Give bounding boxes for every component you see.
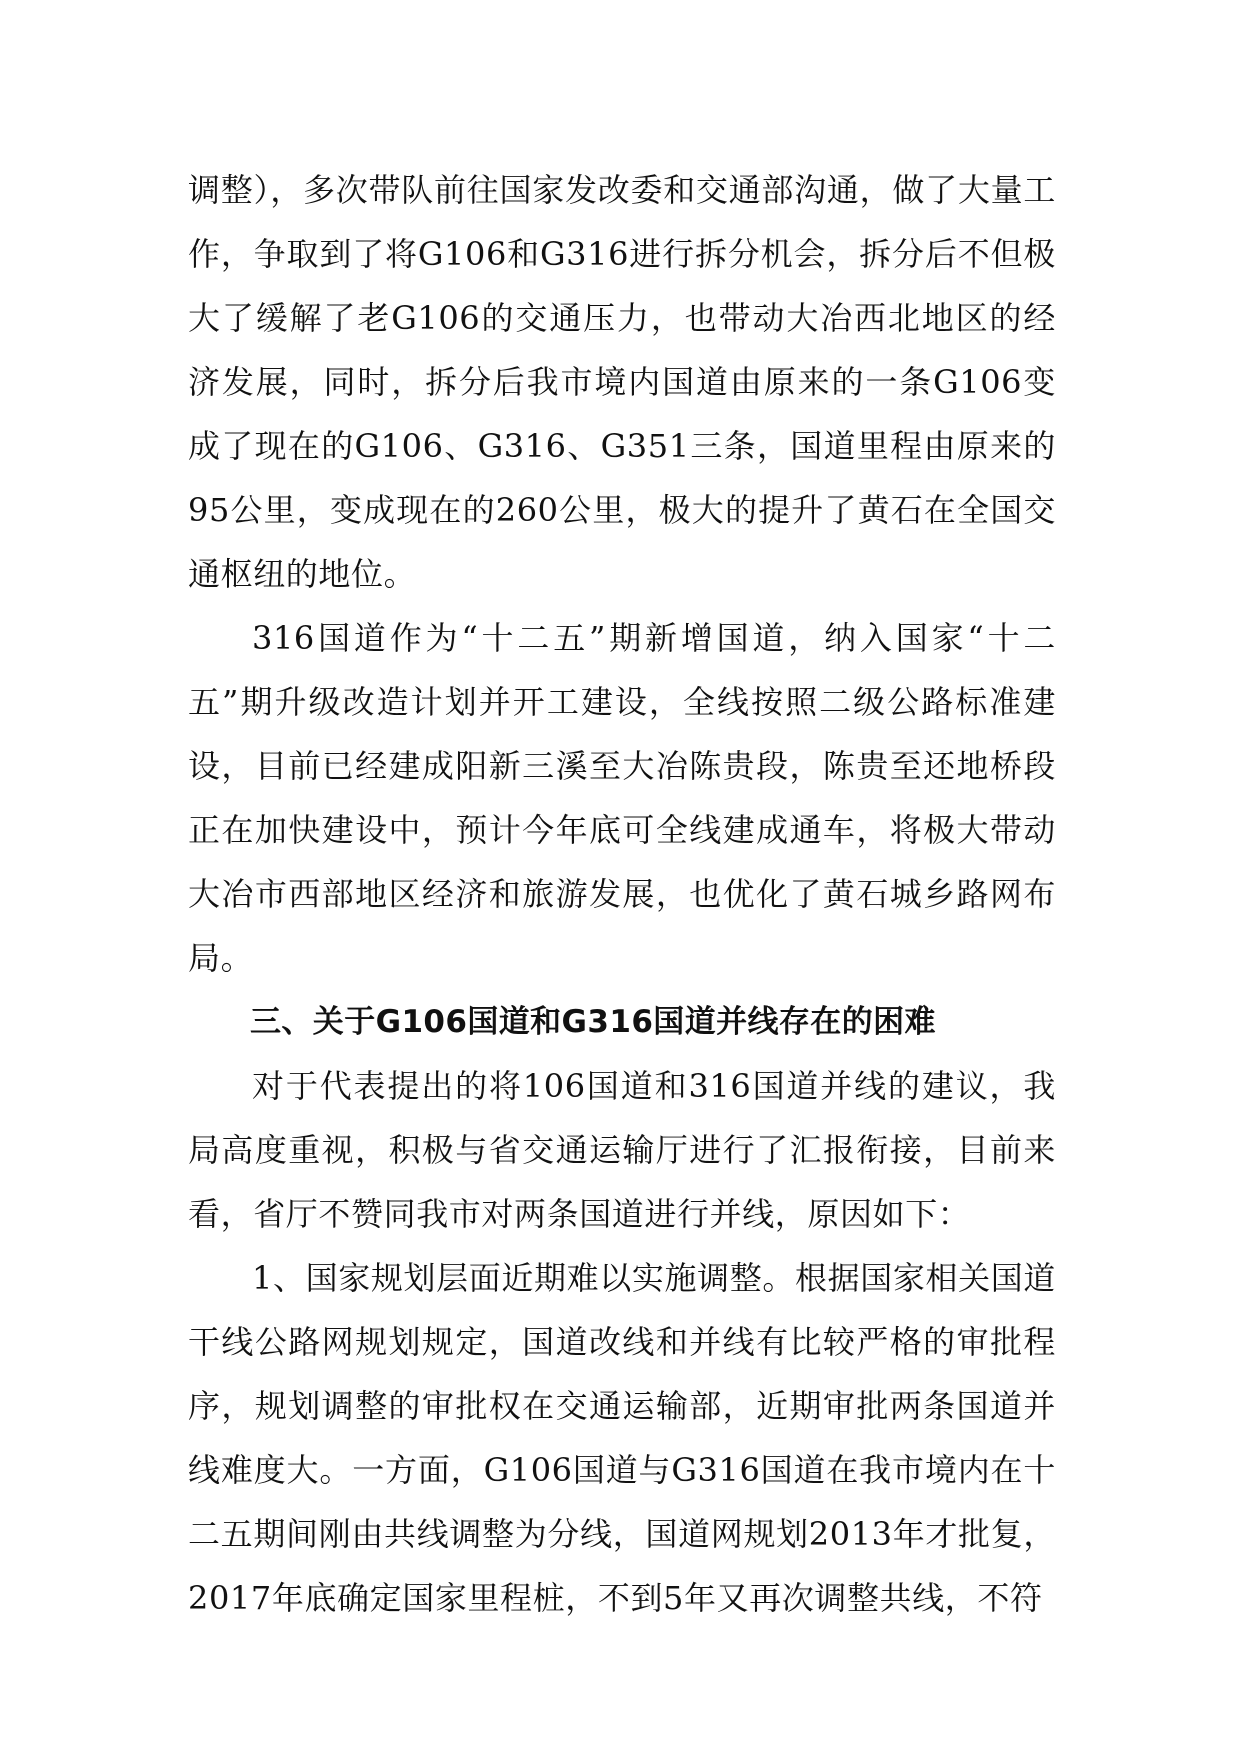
paragraph-reply: 对于代表提出的将106国道和316国道并线的建议，我局高度重视，积极与省交通运输厅进行了汇报衔接，目前来看，省厅不赞同我市对两条国道进行并线，原因如下：: [188, 1067, 1056, 1233]
section-heading: 三、关于G106国道和G316国道并线存在的困难: [250, 1004, 936, 1040]
paragraph-continued: 调整），多次带队前往国家发改委和交通部沟通，做了大量工作，争取到了将G106和G316进行拆分机会，拆分后不但极大了缓解了老G106的交通压力，也带动大冶西北地区的经济发展，同时，拆分后我市境内国道由原来的一条G106变成了现在的G106、G316、G351三条，国道里程由原来的95公里，变成现在的260公里，极大的提升了黄石在全国交通枢纽的地位。: [188, 171, 1056, 593]
document-body: [188, 158, 1056, 1630]
paragraph-g316-construction: 316国道作为“十二五”期新增国道，纳入国家“十二五”期升级改造计划并开工建设，全线按照二级公路标准建设，目前已经建成阳新三溪至大冶陈贵段，陈贵至还地桥段正在加快建设中，预计今年底可全线建成通车，将极大带动大冶市西部地区经济和旅游发展，也优化了黄石城乡路网布局。: [188, 619, 1056, 977]
paragraph-reason-1: 1、国家规划层面近期难以实施调整。根据国家相关国道干线公路网规划规定，国道改线和并线有比较严格的审批程序，规划调整的审批权在交通运输部，近期审批两条国道并线难度大。一方面，G106国道与G316国道在我市境内在十二五期间刚由共线调整为分线，国道网规划2013年才批复，2017年底确定国家里程桩，不到5年又再次调整共线，不符: [188, 1259, 1056, 1617]
